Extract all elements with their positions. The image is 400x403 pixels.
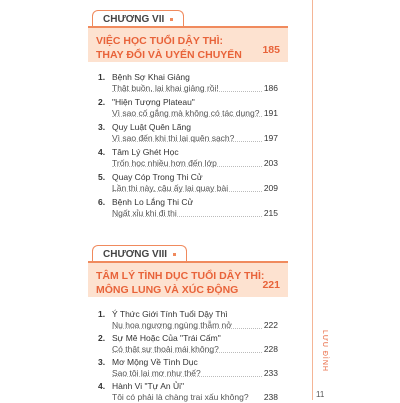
chapter-8-header[interactable] bbox=[88, 261, 288, 297]
entry-title: Quy Luật Quên Lãng bbox=[112, 122, 191, 132]
entry-subtitle: Thật buồn, lại khai giảng rồi! bbox=[112, 83, 219, 93]
chapter-8-title-line1: TÂM LÝ TÌNH DỤC TUỔI DẬY THÌ: bbox=[96, 270, 265, 282]
entry-number: 3. bbox=[98, 122, 106, 132]
entry-number: 5. bbox=[98, 172, 106, 182]
chapter-8-title-line2: MÔNG LUNG VÀ XÚC ĐỘNG bbox=[96, 284, 239, 296]
chapter-7-label: CHƯƠNG VII bbox=[92, 10, 184, 27]
entry-title: Bệnh Sợ Khai Giảng bbox=[112, 72, 190, 82]
entry-subtitle: Trốn học nhiều hơn đến lớp bbox=[112, 158, 217, 168]
entry-title: Tâm Lý Ghét Học bbox=[112, 147, 179, 157]
entry-number: 2. bbox=[98, 333, 106, 343]
entry-page: 215 bbox=[263, 208, 278, 218]
chapter-7-title-line2: THAY ĐỔI VÀ UYỂN CHUYỂN bbox=[96, 49, 242, 61]
entry-number: 4. bbox=[98, 147, 106, 157]
entry-page: 197 bbox=[263, 133, 278, 143]
entry-subtitle: Vì sao đến khi thi lại quên sạch? bbox=[112, 133, 235, 143]
chapter-8-page: 221 bbox=[262, 279, 280, 291]
entry-number: 2. bbox=[98, 97, 106, 107]
entry-number: 1. bbox=[98, 309, 106, 319]
entry-number: 6. bbox=[98, 197, 106, 207]
entry-page: 209 bbox=[263, 183, 278, 193]
entry-subtitle: Có thật sự thoải mái không? bbox=[112, 344, 219, 354]
entry-page: 191 bbox=[263, 108, 278, 118]
entry-subtitle: Ngất xỉu khi đi thi bbox=[112, 208, 177, 218]
entry-number: 3. bbox=[98, 357, 106, 367]
entry-title: Quay Cóp Trong Thi Cử bbox=[112, 172, 203, 182]
entry-number: 1. bbox=[98, 72, 106, 82]
entry-page: 222 bbox=[263, 320, 278, 330]
entry-subtitle: Sao tôi lại mơ như thế? bbox=[112, 368, 201, 378]
entry-subtitle: Nụ hoa ngượng ngùng thẫm nở bbox=[112, 320, 232, 330]
entry-page: 238 bbox=[263, 392, 278, 402]
entry-title: "Hiện Tượng Plateau" bbox=[112, 97, 195, 107]
entry-subtitle: Tôi có phải là chàng trai xấu không? bbox=[112, 392, 249, 402]
page-number: 11 bbox=[316, 390, 325, 399]
entry-title: Mơ Mộng Về Tình Dục bbox=[112, 357, 198, 367]
entry-page: 186 bbox=[263, 83, 278, 93]
entry-page: 228 bbox=[263, 344, 278, 354]
entry-title: Ý Thức Giới Tính Tuổi Dậy Thì bbox=[112, 309, 228, 319]
entry-page: 203 bbox=[263, 158, 278, 168]
chapter-7-page: 185 bbox=[262, 44, 280, 56]
margin-line bbox=[312, 0, 313, 400]
entry-title: Bệnh Lo Lắng Thi Cử bbox=[112, 197, 194, 207]
entry-title: Sự Mê Hoặc Của "Trái Cấm" bbox=[112, 333, 221, 343]
side-label: LƯU ĐÌNH bbox=[321, 330, 328, 372]
entry-subtitle: Lần thi này, cậu ấy lại quay bài bbox=[112, 183, 229, 193]
entry-page: 233 bbox=[263, 368, 278, 378]
chapter-7-header[interactable] bbox=[88, 26, 288, 62]
entry-title: Hành Vi "Tự An Ủi" bbox=[112, 381, 185, 391]
entry-number: 4. bbox=[98, 381, 106, 391]
entry-subtitle: Vì sao cố gắng mà không có tác dụng? bbox=[112, 108, 260, 118]
chapter-8-label: CHƯƠNG VIII bbox=[92, 245, 187, 262]
chapter-7-title-line1: VIỆC HỌC TUỔI DẬY THÌ: bbox=[96, 35, 223, 47]
